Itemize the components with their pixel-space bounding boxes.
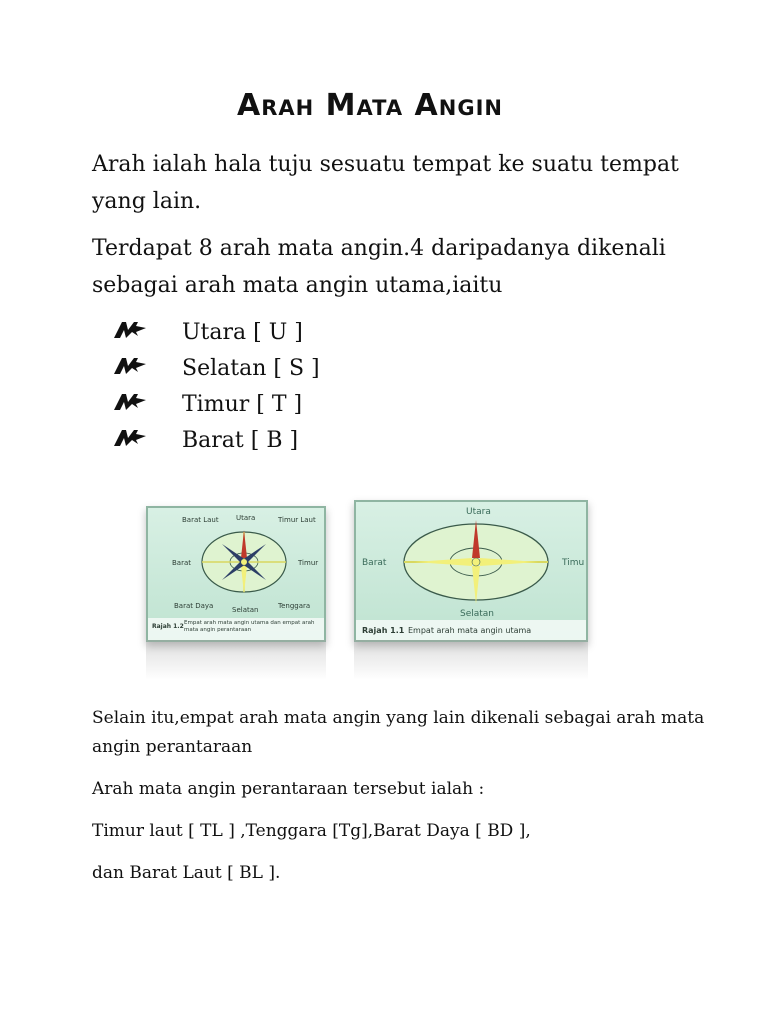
list-item — [112, 350, 320, 386]
compass-figure-eight-points — [146, 506, 326, 642]
direction-label: Selatan [ S ] — [182, 355, 320, 381]
label-utara: Utara — [236, 514, 256, 522]
figure-caption-ref: Rajah 1.1 — [362, 626, 405, 635]
compass-figure-four-points — [354, 500, 588, 642]
list-item — [112, 422, 320, 458]
intermediate-list-line-2: dan Barat Laut [ BL ]. — [92, 863, 281, 883]
main-directions-list — [112, 314, 320, 458]
label-barat: Barat — [172, 559, 192, 567]
direction-label: Timur [ T ] — [182, 391, 303, 417]
label-tenggara: Tenggara — [278, 602, 311, 610]
list-item — [112, 386, 320, 422]
intermediate-intro-paragraph: Selain itu,empat arah mata angin yang lain dikenali sebagai arah mata angin perantaraan — [92, 708, 705, 757]
figure-caption-text: Empat arah mata angin utama — [408, 626, 532, 635]
intro-paragraph: Terdapat 8 arah mata angin.4 daripadanya dikenali sebagai arah mata angin utama,iaitu — [92, 236, 666, 298]
label-timur: Timu — [562, 558, 585, 568]
arrow-bullet-icon — [112, 354, 182, 382]
label-timur: Timur — [298, 559, 319, 567]
label-utara: Utara — [466, 507, 491, 517]
definition-paragraph: Arah ialah hala tuju sesuatu tempat ke suatu tempat yang lain. — [92, 152, 679, 214]
arrow-bullet-icon — [112, 318, 182, 346]
arrow-bullet-icon — [112, 390, 182, 418]
figure-reflection — [354, 640, 588, 680]
label-timur-laut: Timur Laut — [278, 516, 316, 524]
direction-label: Utara [ U ] — [182, 319, 303, 345]
figure-caption-text: Empat arah mata angin utama dan empat arah mata angin perantaraan — [184, 620, 315, 633]
intermediate-lead-paragraph: Arah mata angin perantaraan tersebut ialah : — [92, 779, 485, 799]
label-barat: Barat — [362, 558, 387, 568]
page-title: Arah Mata Angin — [237, 88, 503, 123]
arrow-bullet-icon — [112, 426, 182, 454]
label-barat-daya: Barat Daya — [174, 602, 214, 610]
figure-reflection — [146, 640, 326, 680]
figure-caption-ref: Rajah 1.2 — [152, 623, 184, 630]
label-barat-laut: Barat Laut — [182, 516, 219, 524]
list-item — [112, 314, 320, 350]
label-selatan: Selatan — [460, 609, 495, 619]
label-selatan: Selatan — [232, 606, 259, 614]
direction-label: Barat [ B ] — [182, 427, 299, 453]
intermediate-list-line-1: Timur laut [ TL ] ,Tenggara [Tg],Barat Daya [ BD ], — [92, 821, 531, 841]
